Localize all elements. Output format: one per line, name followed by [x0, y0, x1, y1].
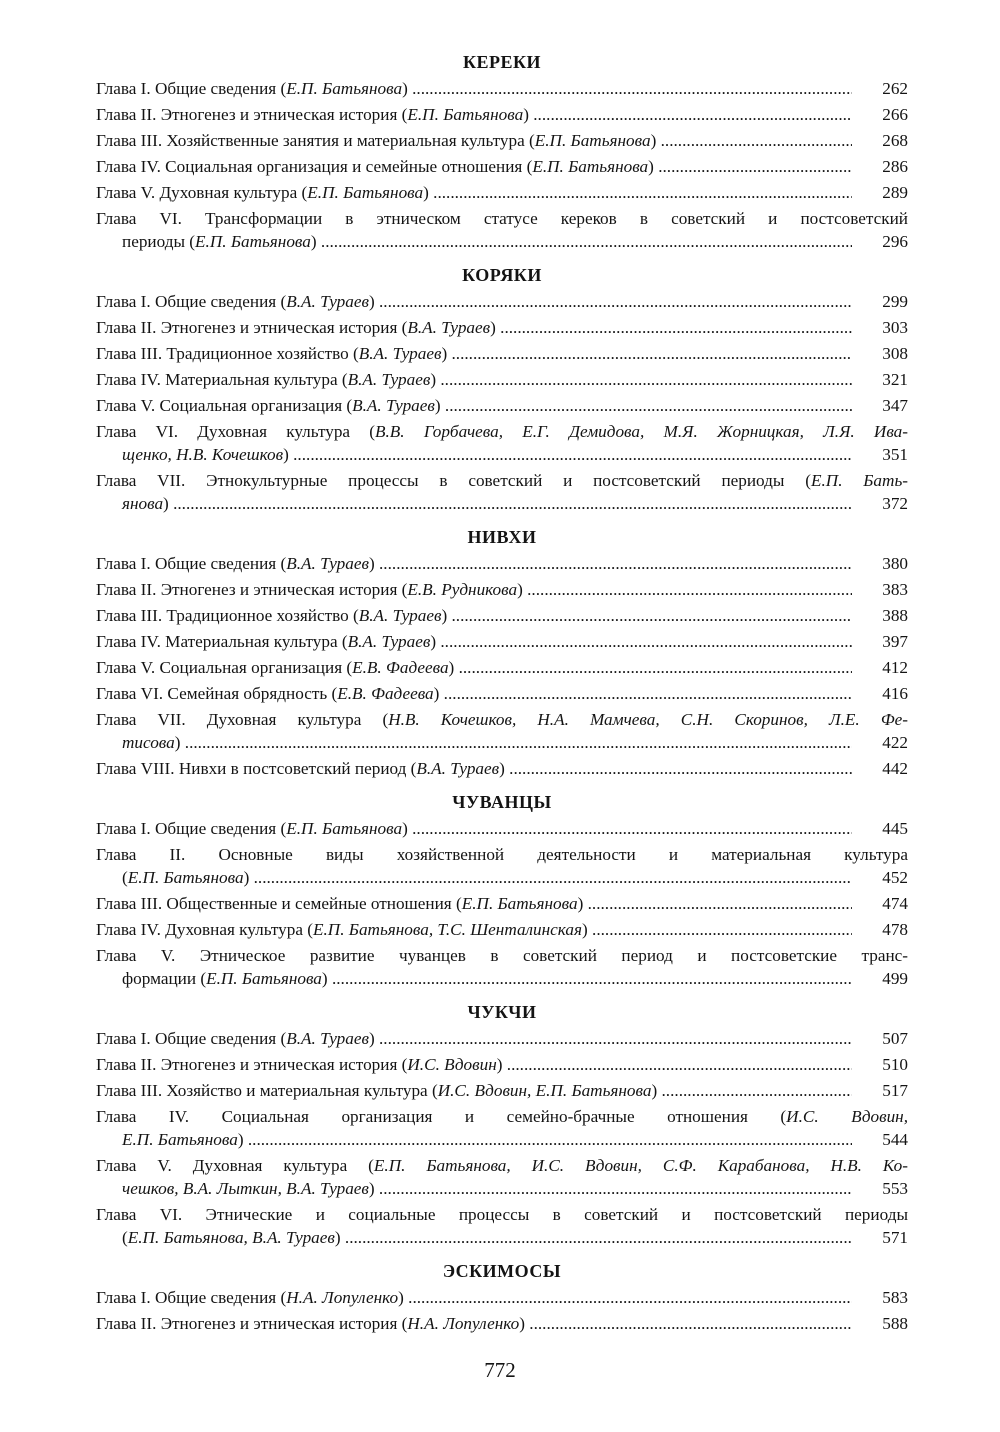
entry-title-line [96, 469, 908, 492]
entry-title: Глава I. Общие сведения ( [96, 1288, 287, 1307]
entry-author: Е.П. Батьянова [407, 105, 524, 124]
entry-title-line: Глава V. Этническое развитие чуванцев в советский период и постсоветские транс- [96, 946, 908, 965]
toc-entry [96, 103, 908, 126]
entry-title: ( [122, 1228, 128, 1247]
entry-close: ) [283, 445, 289, 464]
entry-page-number: 289 [882, 183, 908, 202]
entry-title: Глава V. Духовная культура ( [96, 183, 308, 202]
entry-page-number: 347 [882, 396, 908, 415]
entry-title: Глава VI. Семейная обрядность ( [96, 684, 338, 703]
entry-author: Е.П. Батьянова [532, 157, 649, 176]
entry-close: ) [321, 969, 328, 988]
entry-title: формации ( [122, 969, 207, 988]
entry-title: Глава III. Традиционное хозяйство ( [96, 344, 359, 363]
entry-title: Глава II. Этногенез и этническая история ( [96, 1055, 408, 1074]
entry-close: ) [368, 554, 375, 573]
entry-close: ) [243, 868, 250, 887]
entry-author: В.А. Тураев [286, 292, 369, 311]
entry-author: Е.В. Фадеева [337, 684, 434, 703]
entry-title: Глава III. Хозяйство и материальная культура ( [96, 1081, 438, 1100]
entry-close: ) [581, 920, 588, 939]
entry-page-number: 517 [882, 1081, 908, 1100]
entry-page-number: 445 [882, 819, 908, 838]
entry-close: ) [163, 494, 169, 513]
entry-author: Е.П. Батьянова [461, 894, 578, 913]
entry-title: Глава I. Общие сведения ( [96, 292, 287, 311]
entry-page-number: 266 [882, 105, 908, 124]
entry-author: Е.П. Батьянова [286, 79, 403, 98]
entry-title: Глава I. Общие сведения ( [96, 819, 287, 838]
entry-title-line: Глава VI. Трансформации в этническом статусе кереков в советский и постсоветский [96, 209, 908, 228]
entry-page-number: 383 [882, 580, 908, 599]
entry-title: Глава VIII. Нивхи в постсоветский период ( [96, 759, 417, 778]
entry-page-number: 507 [882, 1029, 908, 1048]
entry-title: Глава III. Общественные и семейные отношения ( [96, 894, 462, 913]
toc-entry [96, 944, 908, 990]
entry-page-number: 321 [882, 370, 908, 389]
entry-author: В.А. Тураев [352, 396, 435, 415]
toc-entry [96, 918, 908, 941]
entry-title: Глава II. Этногенез и этническая история ( [96, 318, 408, 337]
entry-author: Е.П. Батьянова [534, 131, 651, 150]
entry-title-line: Глава II. Основные виды хозяйственной деятельности и материальная культура [96, 845, 908, 864]
entry-page-number: 442 [882, 759, 908, 778]
toc-entry [96, 630, 908, 653]
entry-author: Е.П. Батьянова [286, 819, 403, 838]
entry-page-number: 308 [882, 344, 908, 363]
entry-close: ) [174, 733, 181, 752]
entry-page-number: 452 [882, 868, 908, 887]
section-title: КЕРЕКИ [462, 52, 542, 72]
entry-author: В.А. Тураев [347, 632, 431, 651]
entry-title: Глава IV. Материальная культура ( [96, 632, 348, 651]
toc-entry [96, 843, 908, 889]
toc-entry [96, 155, 908, 178]
entry-title: Глава VII. Этнокультурные процессы в советский и постсоветский периоды ( [96, 471, 811, 490]
entry-page-number: 268 [882, 131, 908, 150]
toc-entry [96, 578, 908, 601]
entry-title-line [96, 420, 908, 443]
entry-author: И.С. Вдовин [407, 1055, 497, 1074]
section-title: ЧУКЧИ [467, 1002, 537, 1022]
entry-author: Е.П. Батьянова, Т.С. Шенталинская [313, 920, 582, 939]
entry-close: ) [398, 1288, 404, 1307]
toc-entry [96, 1312, 908, 1335]
entry-page-number: 351 [882, 445, 908, 464]
entry-title-line [96, 1105, 908, 1128]
entry-close: ) [434, 396, 441, 415]
toc-entry [96, 552, 908, 575]
entry-title: Глава V. Духовная культура ( [96, 1156, 374, 1175]
entry-close: ) [368, 1029, 375, 1048]
entry-close: ) [517, 580, 523, 599]
entry-title: Глава V. Социальная организация ( [96, 396, 353, 415]
toc-entry [96, 817, 908, 840]
toc-section [96, 263, 908, 515]
entry-title-line: Глава VI. Этнические и социальные процессы в советский и постсоветский периоды [96, 1205, 908, 1224]
entry-page-number: 478 [882, 920, 908, 939]
entry-close: ) [423, 183, 429, 202]
entry-title-line [96, 708, 908, 731]
entry-page-number: 422 [882, 733, 908, 752]
entry-author: В.А. Тураев [286, 1029, 369, 1048]
toc-entry [96, 708, 908, 754]
entry-page-number: 510 [882, 1055, 908, 1074]
toc-section [96, 1259, 908, 1335]
toc-entry [96, 290, 908, 313]
entry-close: ) [441, 344, 448, 363]
entry-close: ) [430, 632, 437, 651]
entry-page-number: 372 [882, 494, 908, 513]
section-title: НИВХИ [467, 527, 537, 547]
toc-entry [96, 1053, 908, 1076]
toc-entry [96, 394, 908, 417]
entry-author: чешков, В.А. Лыткин, В.А. Тураев [122, 1179, 369, 1198]
entry-page-number: 262 [882, 79, 908, 98]
entry-author: Е.П. Батьянова, И.С. Вдовин, С.Ф. Карабанова, Н.В. Ко- [373, 1156, 908, 1175]
entry-title: Глава IV. Социальная организация и семейные отношения ( [96, 157, 533, 176]
toc-entry [96, 368, 908, 391]
toc-entry [96, 892, 908, 915]
entry-author: В.А. Тураев [416, 759, 500, 778]
entry-title: ( [122, 868, 128, 887]
entry-close: ) [650, 131, 657, 150]
entry-close: ) [651, 1081, 658, 1100]
entry-author: Е.В. Рудникова [407, 580, 518, 599]
entry-close: ) [499, 759, 505, 778]
toc-entry [96, 1286, 908, 1309]
entry-close: ) [368, 292, 375, 311]
entry-page-number: 544 [882, 1130, 908, 1149]
entry-title: Глава II. Этногенез и этническая история ( [96, 105, 408, 124]
entry-close: ) [430, 370, 437, 389]
toc-entry [96, 656, 908, 679]
entry-title: Глава I. Общие сведения ( [96, 554, 287, 573]
entry-page-number: 571 [882, 1228, 908, 1247]
entry-title: Глава III. Традиционное хозяйство ( [96, 606, 359, 625]
toc-section [96, 790, 908, 990]
entry-close: ) [237, 1130, 244, 1149]
entry-author: тисова [122, 733, 175, 752]
entry-page-number: 588 [882, 1314, 908, 1333]
entry-close: ) [519, 1314, 525, 1333]
entry-title: Глава III. Хозяйственные занятия и материальная культура ( [96, 131, 535, 150]
entry-author: Е.П. Батьянова [307, 183, 424, 202]
entry-close: ) [368, 1179, 375, 1198]
entry-title: Глава V. Социальная организация ( [96, 658, 353, 677]
entry-page-number: 296 [882, 232, 908, 251]
entry-page-number: 380 [882, 554, 908, 573]
entry-author: Н.А. Лопуленко [407, 1314, 520, 1333]
entry-page-number: 474 [882, 894, 908, 913]
entry-close: ) [523, 105, 529, 124]
entry-close: ) [496, 1055, 503, 1074]
entry-author: Е.П. Бать- [810, 471, 908, 490]
entry-author: Н.В. Кочешков, Н.А. Мамчева, С.Н. Скоринов, Л.Е. Фе- [388, 710, 908, 729]
toc-section [96, 1000, 908, 1249]
page-number: 772 [484, 1358, 516, 1382]
section-title: ЭСКИМОСЫ [442, 1261, 562, 1281]
entry-close: ) [577, 894, 584, 913]
entry-close: ) [402, 819, 408, 838]
entry-author: Е.П. Батьянова [127, 868, 244, 887]
entry-close: ) [433, 684, 440, 703]
toc-entry [96, 77, 908, 100]
entry-page-number: 499 [882, 969, 908, 988]
entry-author: Е.П. Батьянова [206, 969, 322, 988]
section-title: КОРЯКИ [462, 265, 542, 285]
entry-author: В.А. Тураев [286, 554, 369, 573]
toc-entry [96, 316, 908, 339]
entry-title: периоды ( [122, 232, 196, 251]
section-title: ЧУВАНЦЫ [452, 792, 552, 812]
toc-entry [96, 129, 908, 152]
toc-entry [96, 682, 908, 705]
entry-close: ) [448, 658, 455, 677]
toc-entry [96, 342, 908, 365]
entry-author: Е.П. Батьянова [122, 1130, 238, 1149]
entry-title: Глава II. Этногенез и этническая история ( [96, 580, 408, 599]
entry-title: Глава I. Общие сведения ( [96, 1029, 287, 1048]
entry-page-number: 299 [882, 292, 908, 311]
entry-close: ) [334, 1228, 341, 1247]
entry-author: Е.В. Фадеева [352, 658, 449, 677]
entry-page-number: 553 [882, 1179, 908, 1198]
toc-section [96, 50, 908, 253]
entry-title: Глава II. Этногенез и этническая история ( [96, 1314, 408, 1333]
entry-author: В.В. Горбачева, Е.Г. Демидова, М.Я. Жорницкая, Л.Я. Ива- [375, 422, 908, 441]
entry-author: Н.А. Лопуленко [286, 1288, 399, 1307]
entry-title-line [96, 1154, 908, 1177]
entry-author: В.А. Тураев [407, 318, 491, 337]
entry-page-number: 397 [882, 632, 908, 651]
entry-page-number: 303 [882, 318, 908, 337]
entry-close: ) [402, 79, 408, 98]
toc-entry [96, 1079, 908, 1102]
toc-entry [96, 757, 908, 780]
entry-title: Глава VII. Духовная культура ( [96, 710, 389, 729]
entry-author: Е.П. Батьянова, В.А. Тураев [127, 1228, 335, 1247]
entry-author: Е.П. Батьянова [195, 232, 311, 251]
table-of-contents [96, 50, 908, 1345]
entry-author: В.А. Тураев [358, 606, 442, 625]
toc-section [96, 525, 908, 780]
toc-entry [96, 1027, 908, 1050]
toc-entry [96, 469, 908, 515]
toc-entry [96, 1154, 908, 1200]
entry-close: ) [490, 318, 496, 337]
entry-title: Глава IV. Социальная организация и семейно-брачные отношения ( [96, 1107, 787, 1126]
entry-page-number: 412 [882, 658, 908, 677]
entry-title: Глава VI. Духовная культура ( [96, 422, 376, 441]
toc-entry [96, 604, 908, 627]
entry-title: Глава I. Общие сведения ( [96, 79, 287, 98]
entry-title: Глава IV. Материальная культура ( [96, 370, 348, 389]
entry-author: янова [122, 494, 164, 513]
toc-entry [96, 420, 908, 466]
entry-page-number: 286 [882, 157, 908, 176]
entry-close: ) [310, 232, 317, 251]
entry-author: И.С. Вдовин, Е.П. Батьянова [437, 1081, 652, 1100]
toc-entry [96, 1203, 908, 1249]
entry-close: ) [648, 157, 654, 176]
entry-page-number: 416 [882, 684, 908, 703]
toc-entry [96, 207, 908, 253]
entry-author: В.А. Тураев [358, 344, 442, 363]
entry-author: щенко, Н.В. Кочешков [122, 445, 284, 464]
toc-entry [96, 1105, 908, 1151]
toc-entry [96, 181, 908, 204]
entry-author: В.А. Тураев [347, 370, 431, 389]
entry-title: Глава IV. Духовная культура ( [96, 920, 313, 939]
entry-close: ) [441, 606, 448, 625]
entry-page-number: 583 [882, 1288, 908, 1307]
entry-author: И.С. Вдовин, [786, 1107, 908, 1126]
entry-page-number: 388 [882, 606, 908, 625]
